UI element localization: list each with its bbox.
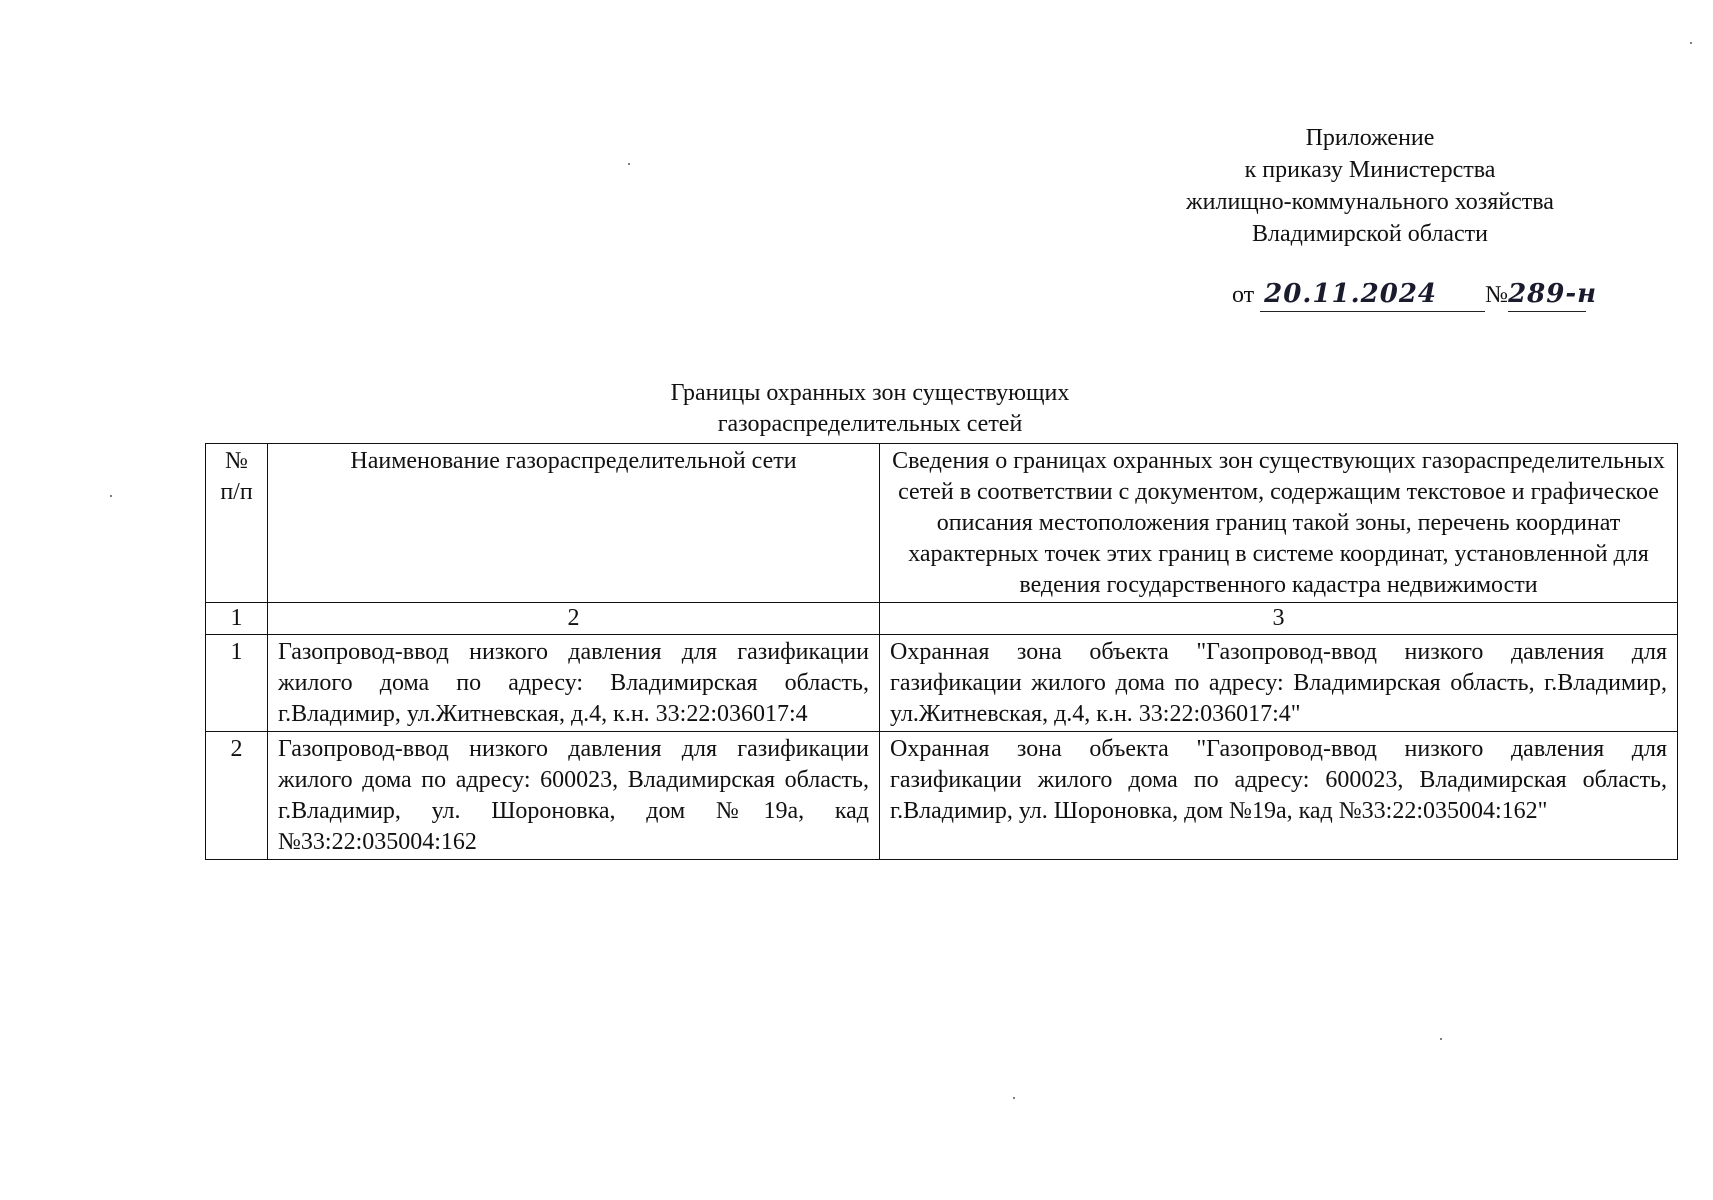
scan-speck <box>110 495 112 497</box>
row-number: 2 <box>206 732 268 860</box>
column-index-row <box>206 603 1678 635</box>
order-from-label: от <box>1232 282 1255 308</box>
table-header-row <box>206 444 1678 603</box>
appendix-header <box>1160 122 1580 250</box>
document-title <box>560 378 1180 440</box>
zone-info-cell: Охранная зона объекта "Газопровод-ввод низкого давления для газификации жилого дома по адресу: 600023, Владимирская область, г.Владимир, ул. Шороновка, дом №19а, кад №33:22:035004:162" <box>880 732 1678 860</box>
row-number: 1 <box>206 635 268 732</box>
column-index: 3 <box>880 603 1678 635</box>
order-number-field <box>1508 278 1598 312</box>
order-number-handwritten: 289-н <box>1508 279 1598 309</box>
title-line: газораспределительных сетей <box>717 411 1023 437</box>
header-number: № п/п <box>206 444 268 603</box>
order-reference <box>1232 278 1632 312</box>
scan-speck <box>1690 42 1692 44</box>
appendix-line: Приложение <box>1305 125 1435 151</box>
appendix-line: жилищно-коммунального хозяйства <box>1186 189 1554 215</box>
network-name-cell: Газопровод-ввод низкого давления для газификации жилого дома по адресу: 600023, Владимирская область, г.Владимир, ул. Шороновка, дом №19а, кад №33:22:035004:162 <box>268 732 880 860</box>
order-date-field <box>1260 278 1485 312</box>
header-network-name: Наименование газораспределительной сети <box>268 444 880 603</box>
protection-zones-table <box>205 443 1678 860</box>
table-row <box>206 635 1678 732</box>
scan-speck <box>1013 1097 1015 1099</box>
table-row <box>206 732 1678 860</box>
appendix-line: Владимирской области <box>1252 221 1488 247</box>
appendix-line: к приказу Министерства <box>1244 157 1496 183</box>
column-index: 1 <box>206 603 268 635</box>
header-zone-info: Сведения о границах охранных зон существующих газораспределительных сетей в соответствии с документом, содержащим текстовое и графическое описания местоположения границ такой зоны, перечень координат характерных точек этих границ в системе координат, установленной для ведения государственного кадастра недвижимости <box>880 444 1678 603</box>
order-number-label: № <box>1485 282 1509 308</box>
network-name-cell: Газопровод-ввод низкого давления для газификации жилого дома по адресу: Владимирская область, г.Владимир, ул.Житневская, д.4, к.н. 33:22:036017:4 <box>268 635 880 732</box>
column-index: 2 <box>268 603 880 635</box>
title-line: Границы охранных зон существующих <box>670 380 1070 406</box>
scan-speck <box>1440 1038 1442 1040</box>
order-date-handwritten: 20.11.2024 <box>1264 279 1438 309</box>
zone-info-cell: Охранная зона объекта "Газопровод-ввод низкого давления для газификации жилого дома по адресу: Владимирская область, г.Владимир, ул.Житневская, д.4, к.н. 33:22:036017:4" <box>880 635 1678 732</box>
scan-speck <box>628 163 630 165</box>
